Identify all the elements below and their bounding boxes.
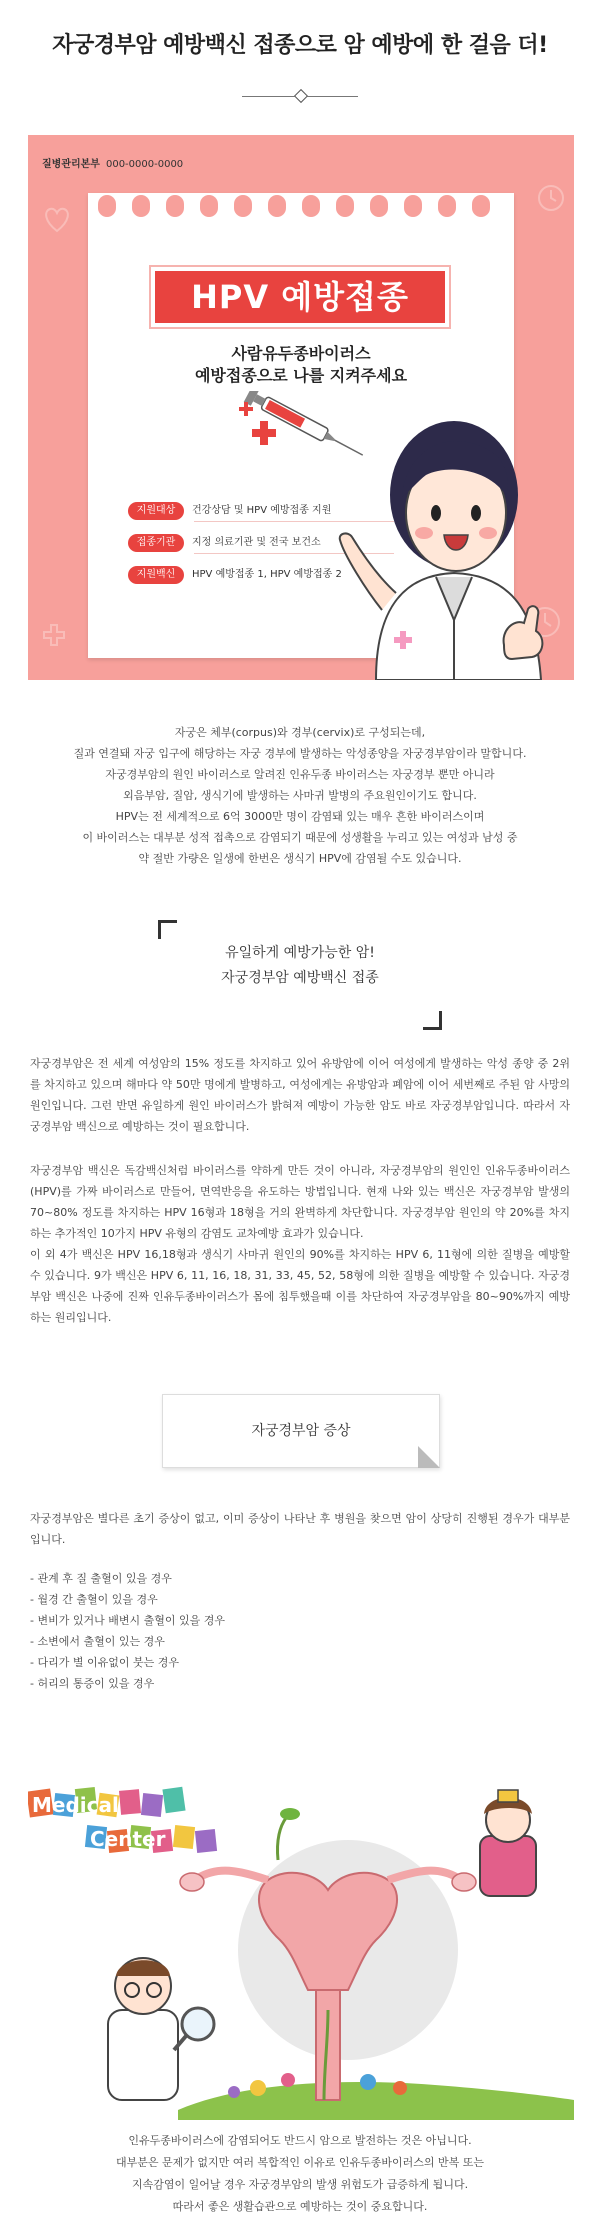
list-item: - 변비가 있거나 배변시 출혈이 있을 경우 (30, 1614, 225, 1627)
red-cross-icon (238, 401, 254, 417)
info-row-target (128, 501, 331, 519)
background-cross-icon (42, 623, 66, 647)
ring-icon (438, 195, 456, 217)
info-tag: 지원백신 (128, 566, 184, 584)
paragraph-vaccine-types: 이 외 4가 백신은 HPV 16,18형과 생식기 사마귀 원인의 90%를 차지하는 HPV 6, 11형에 의한 질병을 예방할 수 있습니다. 9가 백신은 HPV 6, 11, 16, 18, 31, 33, 45, 52, 58형에 의한 질병을 예방할 수 있습니다. 자궁경부암 백신은 나중에 진짜 인유두종바이러스가 몸에 침투했을때 이를 차단하여 자궁경부암을 80~90%까지 예방하는 원리입니다. (30, 1248, 570, 1324)
ring-icon (302, 195, 320, 217)
list-item: - 허리의 통증이 있을 경우 (30, 1677, 155, 1690)
ring-icon (268, 195, 286, 217)
highlight-quote (158, 920, 442, 1030)
quote-line1: 유일하게 예방가능한 암! (225, 945, 375, 961)
poster-headline: HPV 예방접종 (155, 271, 445, 323)
paragraph-cancer-info: 자궁경부암은 전 세계 여성암의 15% 정도를 차지하고 있어 유방암에 이어 여성에게 발생하는 악성 종양 중 2위를 차지하고 있으며 해마다 약 50만 명에게 발병하고, 여성에게는 유방암과 폐암에 이어 세번째로 주된 암 사망의 원인입니다. 그런 반면 유일하게 원인 바이러스가 밝혀져 예방이 가능한 암도 바로 자궁경부암입니다. 따라서 자궁경부암 백신으로 예방하는 것이 필요합니다. (30, 1057, 570, 1133)
ring-icon (472, 195, 490, 217)
list-item: - 소변에서 출혈이 있는 경우 (30, 1635, 165, 1648)
intro-text: 자궁은 체부(corpus)와 경부(cervix)로 구성되는데, 질과 연결돼 자궁 입구에 해당하는 자궁 경부에 발생하는 악성종양을 자궁경부암이라 말합니다. 자궁경부암의 원인 바이러스로 알려진 인유두종 바이러스는 자궁경부 뿐만 아니라 외음부암, 질암, 생식기에 발생하는 사마귀 발병의 주요원인이기도 합니다. HPV는 전 세계적으로 6억 3000만 명이 감염돼 있는 매우 흔한 바이러스이며 이 바이러스는 대부분 성적 접촉으로 감염되기 때문에 성생활을 누리고 있는 여성과 남성 중 약 절반 가량은 일생에 한번은 생식기 HPV에 감염될 수도 있습니다. (73, 726, 527, 865)
ring-icon (132, 195, 150, 217)
symptoms-list (30, 1568, 570, 1694)
ring-icon (370, 195, 388, 217)
org-name: 질병관리본부 (42, 159, 100, 170)
girl-illustration (480, 1790, 536, 1896)
hpv-poster (28, 135, 574, 680)
poster-org (42, 155, 183, 170)
paper-rings (98, 195, 508, 221)
background-clock-icon (536, 183, 566, 213)
info-tag: 지원대상 (128, 502, 184, 520)
symptoms-heading: 자궁경부암 증상 (251, 1423, 351, 1439)
ring-icon (166, 195, 184, 217)
info-text: 건강상담 및 HPV 예방접종 지원 (192, 505, 332, 516)
quote-corner-icon (423, 1011, 442, 1030)
page-title: 자궁경부암 예방백신 접종으로 암 예방에 한 걸음 더! (52, 33, 548, 58)
background-heart-icon (42, 205, 72, 233)
logo-text-line1: Medical (32, 1793, 119, 1817)
medical-center-illustration (28, 1770, 574, 2130)
logo-text-line2: Center (90, 1827, 166, 1851)
list-item: - 다리가 별 이유없이 붓는 경우 (30, 1656, 179, 1669)
ring-icon (98, 195, 116, 217)
info-text: 지정 의료기관 및 전국 보건소 (192, 537, 321, 548)
doctor-illustration (336, 405, 566, 680)
ring-icon (336, 195, 354, 217)
divider-diamond-icon (294, 89, 308, 103)
ring-icon (200, 195, 218, 217)
paragraph-vaccine-info: 자궁경부암 백신은 독감백신처럼 바이러스를 약하게 만든 것이 아니라, 자궁경부암의 원인인 인유두종바이러스(HPV)를 가짜 바이러스로 만들어, 면역반응을 유도하는 방법입니다. 현재 나와 있는 백신은 자궁경부암 발생의 70~80% 정도를 차지하는 HPV 16형과 18형을 거의 완벽하게 차단합니다. 자궁경부암 원인의 약 20%를 차지하는 추가적인 10가지 HPV 유형의 감염도 교차예방 효과가 있습니다. (30, 1164, 570, 1240)
ring-icon (234, 195, 252, 217)
poster-subtitle-line2: 예방접종으로 나를 지켜주세요 (194, 366, 408, 385)
page-fold-icon (418, 1446, 440, 1468)
info-row-institution (128, 533, 321, 551)
list-item: - 관계 후 질 출혈이 있을 경우 (30, 1572, 172, 1585)
symptoms-heading-box (162, 1394, 440, 1468)
symptoms-intro: 자궁경부암은 별다른 초기 증상이 없고, 이미 증상이 나타난 후 병원을 찾으면 암이 상당히 진행된 경우가 대부분입니다. (30, 1512, 570, 1546)
quote-line2: 자궁경부암 예방백신 접종 (221, 970, 379, 986)
info-tag: 접종기관 (128, 534, 184, 552)
list-item: - 월경 간 출혈이 있을 경우 (30, 1593, 158, 1606)
ring-icon (404, 195, 422, 217)
info-text: HPV 예방접종 1, HPV 예방접종 2 (192, 569, 342, 580)
poster-subtitle-line1: 사람유두종바이러스 (231, 344, 371, 363)
org-phone: 000-0000-0000 (105, 159, 184, 170)
closing-text: 인유두종바이러스에 감염되어도 반드시 암으로 발전하는 것은 아닙니다. 대부분은 문제가 없지만 여러 복합적인 이유로 인유두종바이러스의 반복 또는 지속감염이 일어날 경우 자궁경부암의 발생 위험도가 급증하게 됩니다. 따라서 좋은 생활습관으로 예방하는 것이 중요합니다. (115, 2134, 484, 2213)
doctor-with-magnifier-illustration (108, 1958, 214, 2100)
red-cross-icon (250, 419, 278, 447)
quote-corner-icon (158, 920, 177, 939)
info-row-vaccine (128, 565, 342, 583)
medical-center-logo (28, 1787, 217, 1853)
